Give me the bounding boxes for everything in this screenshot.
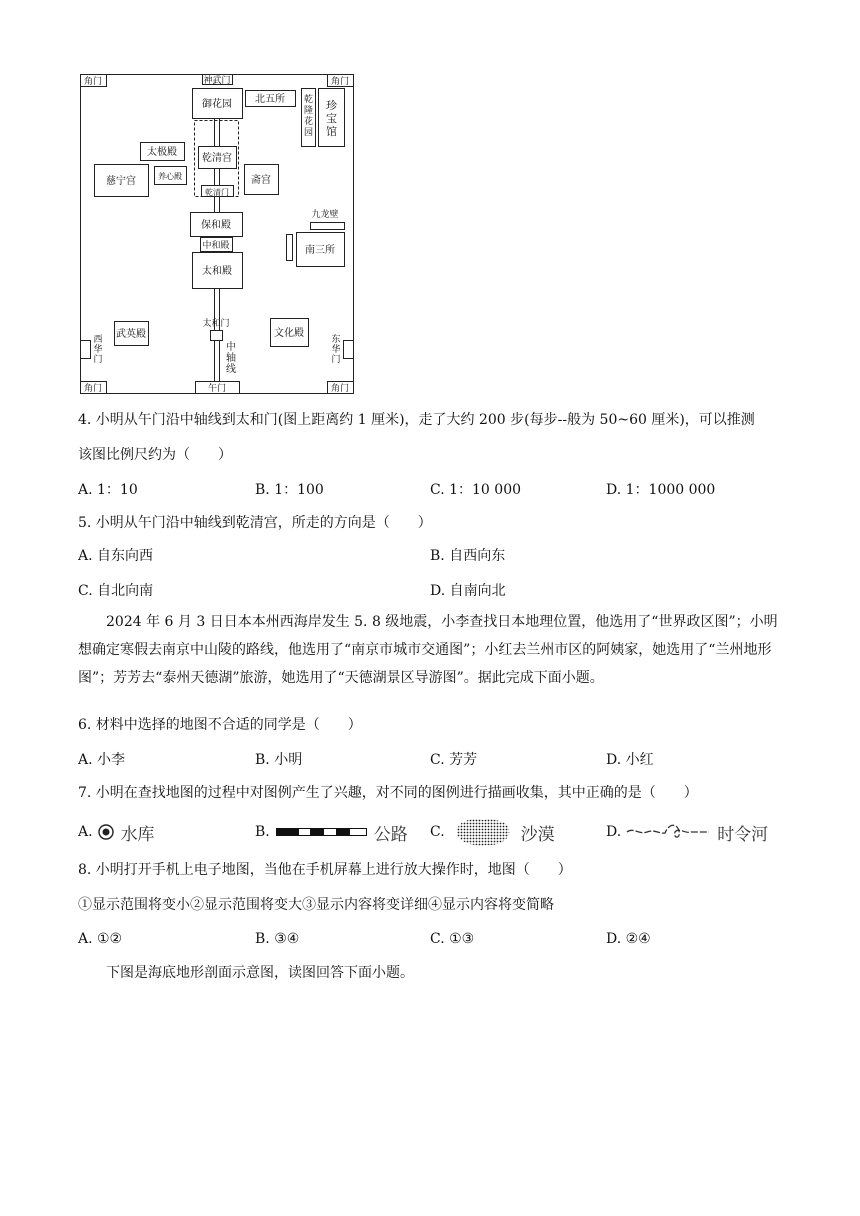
road-symbol-icon [276,827,368,837]
q7-option-d[interactable]: D. 时令河 [606,820,768,844]
q7-option-d-label: 时令河 [717,824,769,845]
taihemen-label: 太和门 [202,319,230,329]
q7-option-c-label: 沙漠 [520,824,555,845]
baohedian-label: 保和殿 [201,220,231,231]
q8-option-a[interactable]: A. ①② [78,931,123,947]
zhongzhouxian-label: 中轴线 [226,342,236,375]
reservoir-symbol-icon [97,823,115,841]
q7-option-a-label: 水库 [120,824,155,845]
q8-option-c[interactable]: C. ①③ [430,931,475,947]
q8-option-b[interactable]: B. ③④ [255,931,300,947]
jiaomen-bl-label: 角门 [83,384,103,394]
qianqingmen-label: 乾清门 [205,188,229,197]
wenhuadian-label: 文化殿 [274,328,304,339]
wuyingdian-label: 武英殿 [116,329,146,340]
q8-option-d[interactable]: D. ②④ [606,931,651,947]
q7-option-c[interactable]: C. 沙漠 [430,820,555,844]
donghuamen-label: 东华门 [331,335,341,365]
desert-symbol-icon [451,816,515,848]
wumen-label: 午门 [207,384,227,394]
zhonghedian-label: 中和殿 [202,241,230,251]
q6-stem: 6. 材料中选择的地图不合适的同学是（ ） [78,717,362,733]
q4-option-c[interactable]: C. 1：10 000 [430,482,522,498]
q7-option-a[interactable]: A. 水库 [78,820,155,844]
jiaomen-tr-label: 角门 [330,77,350,87]
next-section-intro: 下图是海底地形剖面示意图，读图回答下面小题。 [106,965,414,981]
q6-option-c[interactable]: C. 芳芳 [430,752,478,768]
q5-option-d[interactable]: D. 自南向北 [430,583,506,599]
q4-option-a[interactable]: A. 1：10 [78,482,138,498]
q4-option-b[interactable]: B. 1：100 [255,482,324,498]
forbidden-city-map [80,74,354,394]
q4-option-d[interactable]: D. 1：1000 000 [606,482,716,498]
q5-option-a[interactable]: A. 自东向西 [78,548,154,564]
yangxindian-label: 养心殿 [158,172,182,181]
beiwusuo-label: 北五所 [255,94,285,105]
qianqinggong-label: 乾清宫 [202,153,232,164]
q8-statements: ①显示范围将变小②显示范围将变大③显示内容将变详细④显示内容将变简略 [78,897,554,913]
q4-stem-line2: 该图比例尺约为（ ） [78,447,232,463]
shenwumen-label: 神武门 [203,76,231,86]
taihedian-label: 太和殿 [202,266,232,277]
material-passage: 2024 年 6 月 3 日日本本州西海岸发生 5. 8 级地震，小李查找日本地理位置，他选用了“世界政区图”；小明想确定寒假去南京中山陵的路线，他选用了“南京市城市交通图”；小红去兰州市区的阿姨家，她选用了“兰州地形图”；芳芳去“泰州天德湖”旅游，她选用了“天德湖景区导游图”。据此完成下面小题。 [78,614,778,686]
taijidian-label: 太极殿 [147,147,177,158]
q7-option-b[interactable]: B. 公路 [255,820,408,844]
q8-stem: 8. 小明打开手机上电子地图，当他在手机屏幕上进行放大操作时，地图（ ） [78,862,572,878]
cininggong-label: 慈宁宫 [106,176,136,187]
seasonal-river-symbol-icon [625,821,711,843]
q5-stem: 5. 小明从午门沿中轴线到乾清宫，所走的方向是（ ） [78,515,432,531]
nansansuo-label: 南三所 [305,245,335,256]
q6-option-b[interactable]: B. 小明 [255,752,303,768]
qianlong-huayuan-label: 乾隆花园 [303,95,314,138]
jiulongbi-label: 九龙壁 [311,210,339,220]
q6-option-d[interactable]: D. 小红 [606,752,654,768]
q5-option-c[interactable]: C. 自北向南 [78,583,154,599]
jiaomen-br-label: 角门 [330,384,350,394]
zhenbaoguan-label: 珍宝馆 [326,99,337,138]
zhaigong-label: 斋宫 [251,175,271,186]
xihuamen-label: 西华门 [93,335,103,365]
jiaomen-tl-label: 角门 [83,77,103,87]
q7-stem: 7. 小明在查找地图的过程中对图例产生了兴趣，对不同的图例进行描画收集，其中正确的是（ ） [78,785,698,801]
q6-option-a[interactable]: A. 小李 [78,752,126,768]
yuhuayuan-label: 御花园 [202,99,232,110]
q7-option-b-label: 公路 [373,824,408,845]
q5-option-b[interactable]: B. 自西向东 [430,548,506,564]
q4-stem-line1: 4. 小明从午门沿中轴线到太和门(图上距离约 1 厘米)，走了大约 200 步(每步--般为 50~60 厘米)，可以推测 [78,412,755,428]
